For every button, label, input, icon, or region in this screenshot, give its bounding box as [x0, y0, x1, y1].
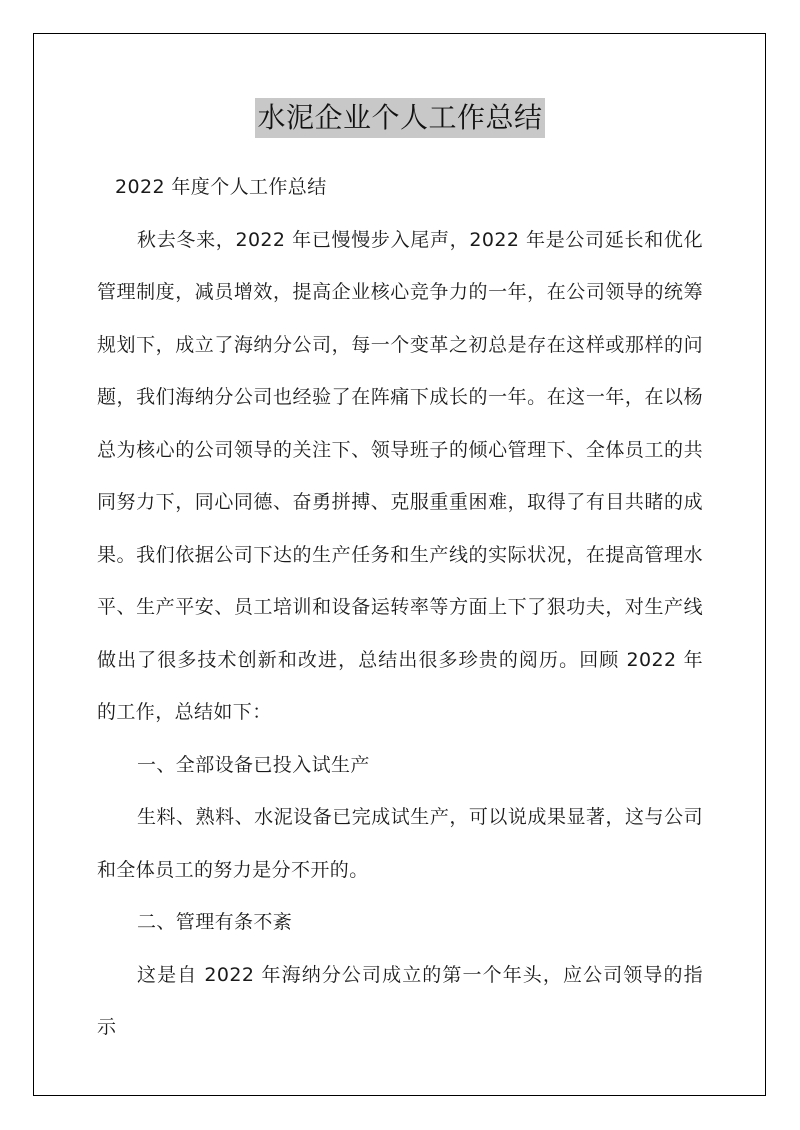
- intro-paragraph: 秋去冬来，2022 年已慢慢步入尾声，2022 年是公司延长和优化管理制度，减员增效，提高企业核心竞争力的一年，在公司领导的统筹规划下，成立了海纳分公司，每一个变革之初总是存在这样或那样的问题，我们海纳分公司也经验了在阵痛下成长的一年。在这一年，在以杨总为核心的公司领导的关注下、领导班子的倾心管理下、全体员工的共同努力下，同心同德、奋勇拼搏、克服重重困难，取得了有目共睹的成果。我们依据公司下达的生产任务和生产线的实际状况，在提高管理水平、生产平安、员工培训和设备运转率等方面上下了狠功夫，对生产线做出了很多技术创新和改进，总结出很多珍贵的阅历。回顾 2022 年的工作，总结如下：: [97, 228, 703, 723]
- section-heading-2: 二、管理有条不紊: [137, 911, 293, 933]
- section-text-2: 这是自 2022 年海纳分公司成立的第一个年头，应公司领导的指示: [97, 963, 703, 1038]
- title-container: [0, 98, 800, 138]
- document-title: 水泥企业个人工作总结: [255, 98, 544, 138]
- section-heading-1: 一、全部设备已投入试生产: [137, 753, 370, 776]
- document-body: [97, 161, 703, 1054]
- document-subtitle: 2022 年度个人工作总结: [115, 176, 327, 198]
- section-text-1: 生料、熟料、水泥设备已完成试生产，可以说成果显著，这与公司和全体员工的努力是分不开的。: [97, 806, 703, 881]
